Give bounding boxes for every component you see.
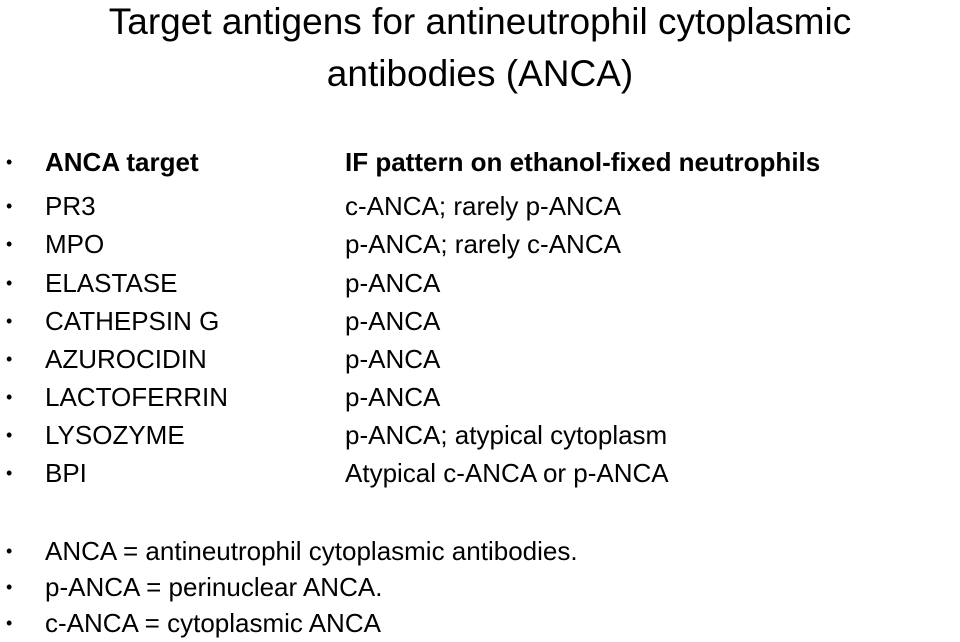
bullet-icon: • xyxy=(6,311,13,331)
bullet-icon: • xyxy=(6,387,13,407)
row-target: BPI xyxy=(45,458,87,488)
row-pattern: p-ANCA xyxy=(345,268,441,298)
footnote-item xyxy=(0,570,960,604)
bullet-icon: • xyxy=(6,196,13,216)
footnote-item xyxy=(0,606,960,640)
row-pattern: c-ANCA; rarely p-ANCA xyxy=(345,191,621,221)
table-row xyxy=(0,266,960,300)
bullet-icon: • xyxy=(6,273,13,293)
bullet-icon: • xyxy=(6,234,13,254)
bullet-icon: • xyxy=(6,463,13,483)
row-pattern: p-ANCA xyxy=(345,382,441,412)
bullet-icon: • xyxy=(6,425,13,445)
slide-title-line-1: Target antigens for antineutrophil cytoplasmic xyxy=(108,1,852,42)
table-row xyxy=(0,304,960,338)
row-pattern: p-ANCA xyxy=(345,344,441,374)
footnote-text: p-ANCA = perinuclear ANCA. xyxy=(45,572,383,602)
row-target: LYSOZYME xyxy=(45,420,185,450)
row-pattern: p-ANCA xyxy=(345,306,441,336)
row-pattern: p-ANCA; atypical cytoplasm xyxy=(345,420,668,450)
bullet-icon: • xyxy=(6,541,13,561)
footnote-item xyxy=(0,534,960,568)
table-row xyxy=(0,189,960,223)
bullet-icon: • xyxy=(6,152,13,172)
row-target: PR3 xyxy=(45,191,96,221)
row-target: AZUROCIDIN xyxy=(45,344,207,374)
table-header-row xyxy=(0,145,960,179)
table-row xyxy=(0,380,960,414)
footnote-text: c-ANCA = cytoplasmic ANCA xyxy=(45,608,381,638)
row-target: MPO xyxy=(45,229,105,259)
bullet-icon: • xyxy=(6,349,13,369)
table-row xyxy=(0,227,960,261)
footnote-text: ANCA = antineutrophil cytoplasmic antibodies. xyxy=(45,536,578,566)
row-target: CATHEPSIN G xyxy=(45,306,220,336)
row-target: LACTOFERRIN xyxy=(45,382,228,412)
table-row xyxy=(0,342,960,376)
bullet-icon: • xyxy=(6,577,13,597)
table-row xyxy=(0,456,960,490)
row-pattern: Atypical c-ANCA or p-ANCA xyxy=(345,458,669,488)
row-pattern: p-ANCA; rarely c-ANCA xyxy=(345,229,621,259)
header-anca-target: ANCA target xyxy=(45,147,199,177)
row-target: ELASTASE xyxy=(45,268,178,298)
header-if-pattern: IF pattern on ethanol-fixed neutrophils xyxy=(345,147,821,177)
table-row xyxy=(0,418,960,452)
bullet-icon: • xyxy=(6,613,13,633)
slide-title-line-2: antibodies (ANCA) xyxy=(326,53,634,94)
